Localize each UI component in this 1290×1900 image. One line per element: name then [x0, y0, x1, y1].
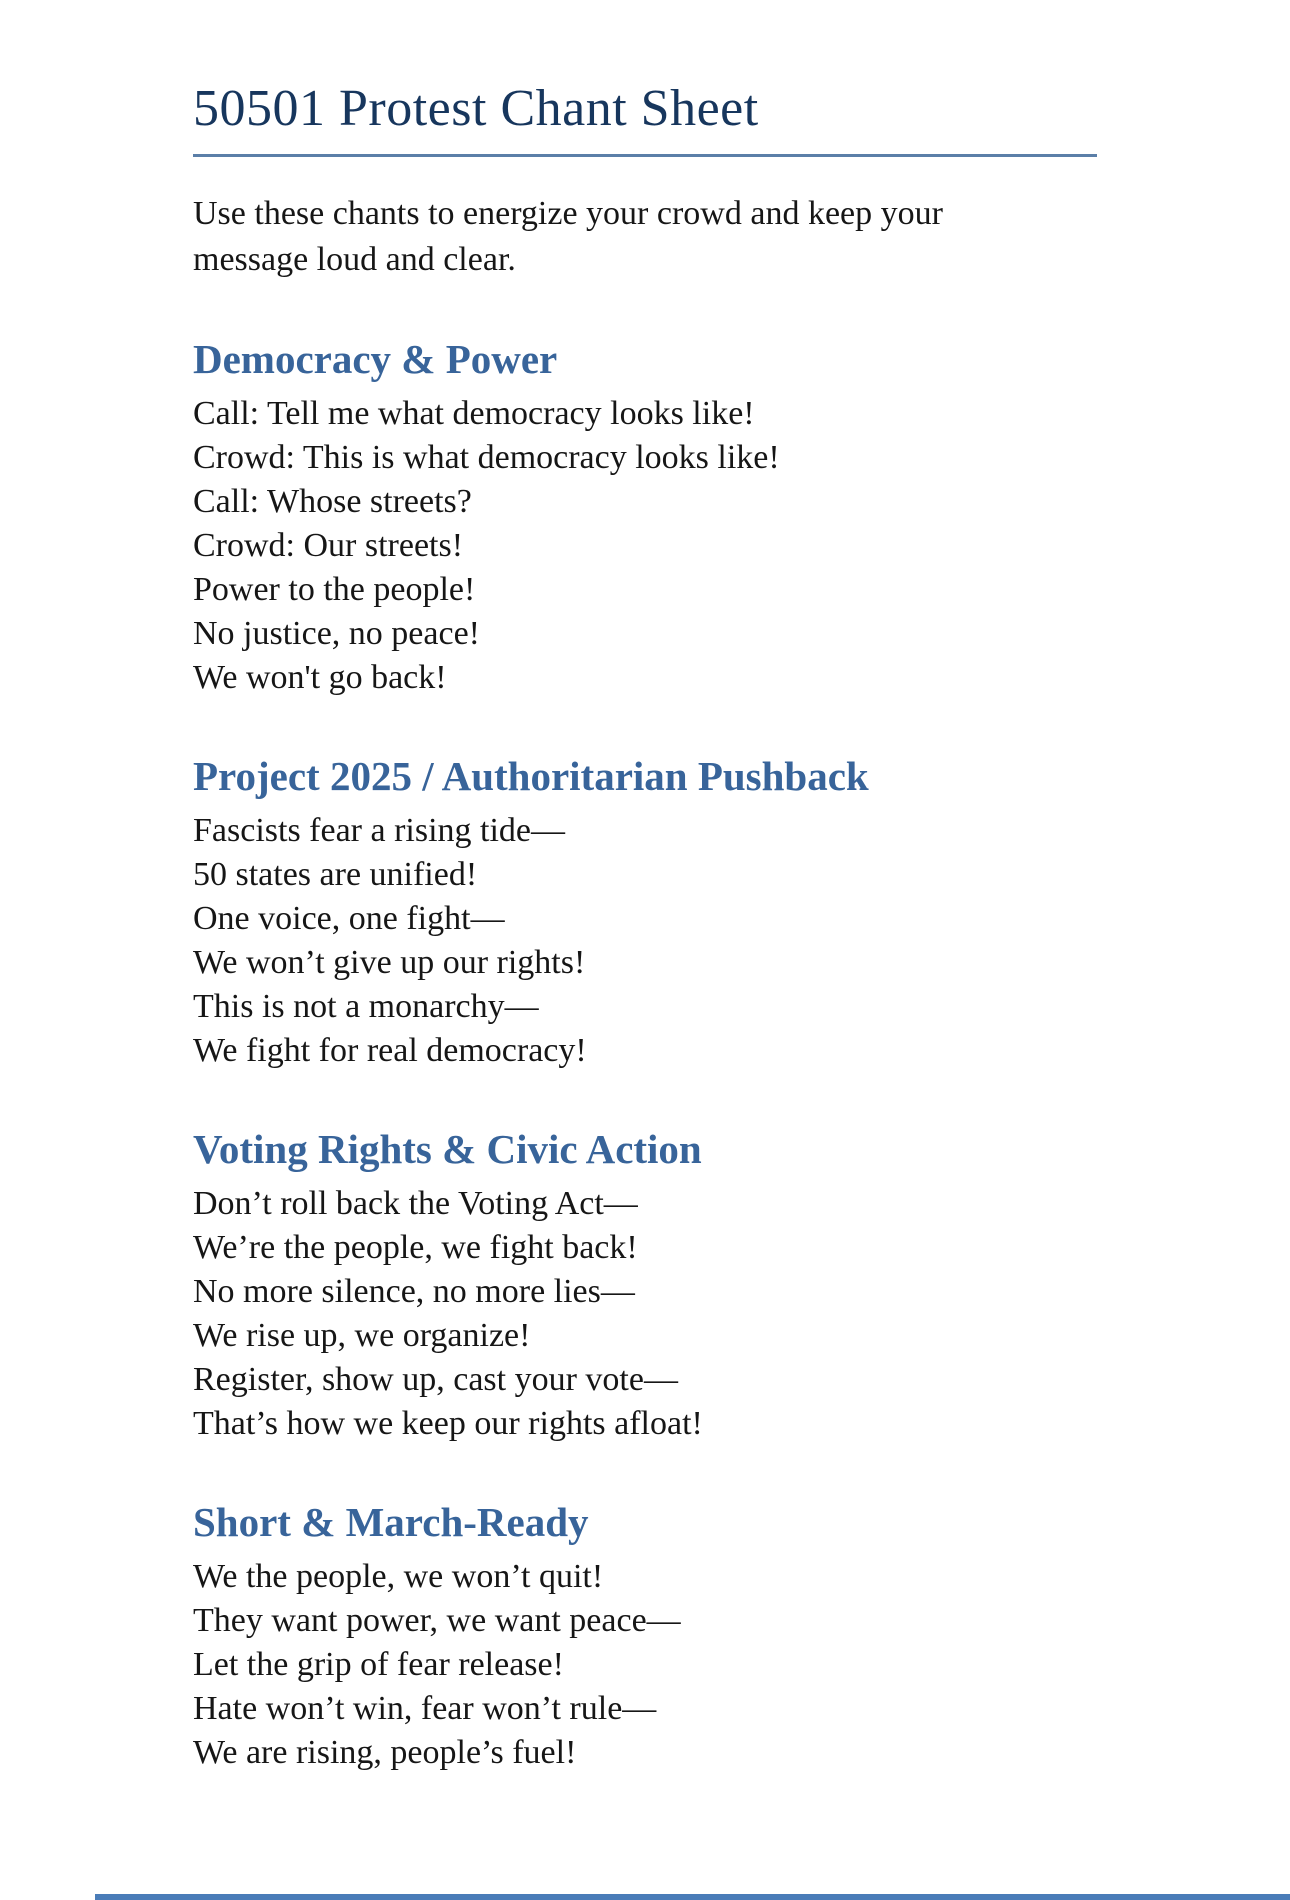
- chant-line: Don’t roll back the Voting Act—: [193, 1185, 638, 1222]
- chant-line: We won’t give up our rights!: [193, 944, 586, 981]
- section-heading: Short & March-Ready: [193, 1499, 589, 1545]
- section-heading: Project 2025 / Authoritarian Pushback: [193, 753, 869, 799]
- chant-line: No more silence, no more lies—: [193, 1273, 635, 1310]
- chant-line: That’s how we keep our rights afloat!: [193, 1405, 703, 1442]
- document-title: 50501 Protest Chant Sheet: [193, 78, 1097, 157]
- section-heading: Democracy & Power: [193, 336, 558, 382]
- chant-line: We are rising, people’s fuel!: [193, 1734, 577, 1771]
- section-heading: Voting Rights & Civic Action: [193, 1126, 702, 1172]
- intro-paragraph: Use these chants to energize your crowd and keep your message loud and clear.: [193, 195, 943, 278]
- chant-line: Let the grip of fear release!: [193, 1646, 564, 1683]
- chant-line: Register, show up, cast your vote—: [193, 1361, 678, 1398]
- footer-rule: [95, 1894, 1290, 1900]
- chant-line: No justice, no peace!: [193, 615, 480, 652]
- chant-line: Crowd: Our streets!: [193, 527, 464, 564]
- chant-section: [193, 1498, 1097, 1775]
- chant-section: [193, 1125, 1097, 1446]
- chant-line: They want power, we want peace—: [193, 1602, 681, 1639]
- chant-line: Hate won’t win, fear won’t rule—: [193, 1690, 657, 1727]
- chant-line: Call: Tell me what democracy looks like!: [193, 395, 755, 432]
- chant-line: Call: Whose streets?: [193, 483, 472, 520]
- chant-line: Fascists fear a rising tide—: [193, 812, 566, 849]
- chant-line: We fight for real democracy!: [193, 1032, 587, 1069]
- chant-section: [193, 335, 1097, 700]
- chant-line: We the people, we won’t quit!: [193, 1558, 604, 1595]
- chant-line: We’re the people, we fight back!: [193, 1229, 638, 1266]
- chant-line: We won't go back!: [193, 659, 447, 696]
- chant-line: This is not a monarchy—: [193, 988, 539, 1025]
- chant-line: We rise up, we organize!: [193, 1317, 531, 1354]
- chant-line: Power to the people!: [193, 571, 476, 608]
- chant-line: One voice, one fight—: [193, 900, 505, 937]
- chant-section: [193, 752, 1097, 1073]
- chant-line: 50 states are unified!: [193, 856, 478, 893]
- chant-line: Crowd: This is what democracy looks like!: [193, 439, 780, 476]
- chant-sections: [193, 335, 1097, 1775]
